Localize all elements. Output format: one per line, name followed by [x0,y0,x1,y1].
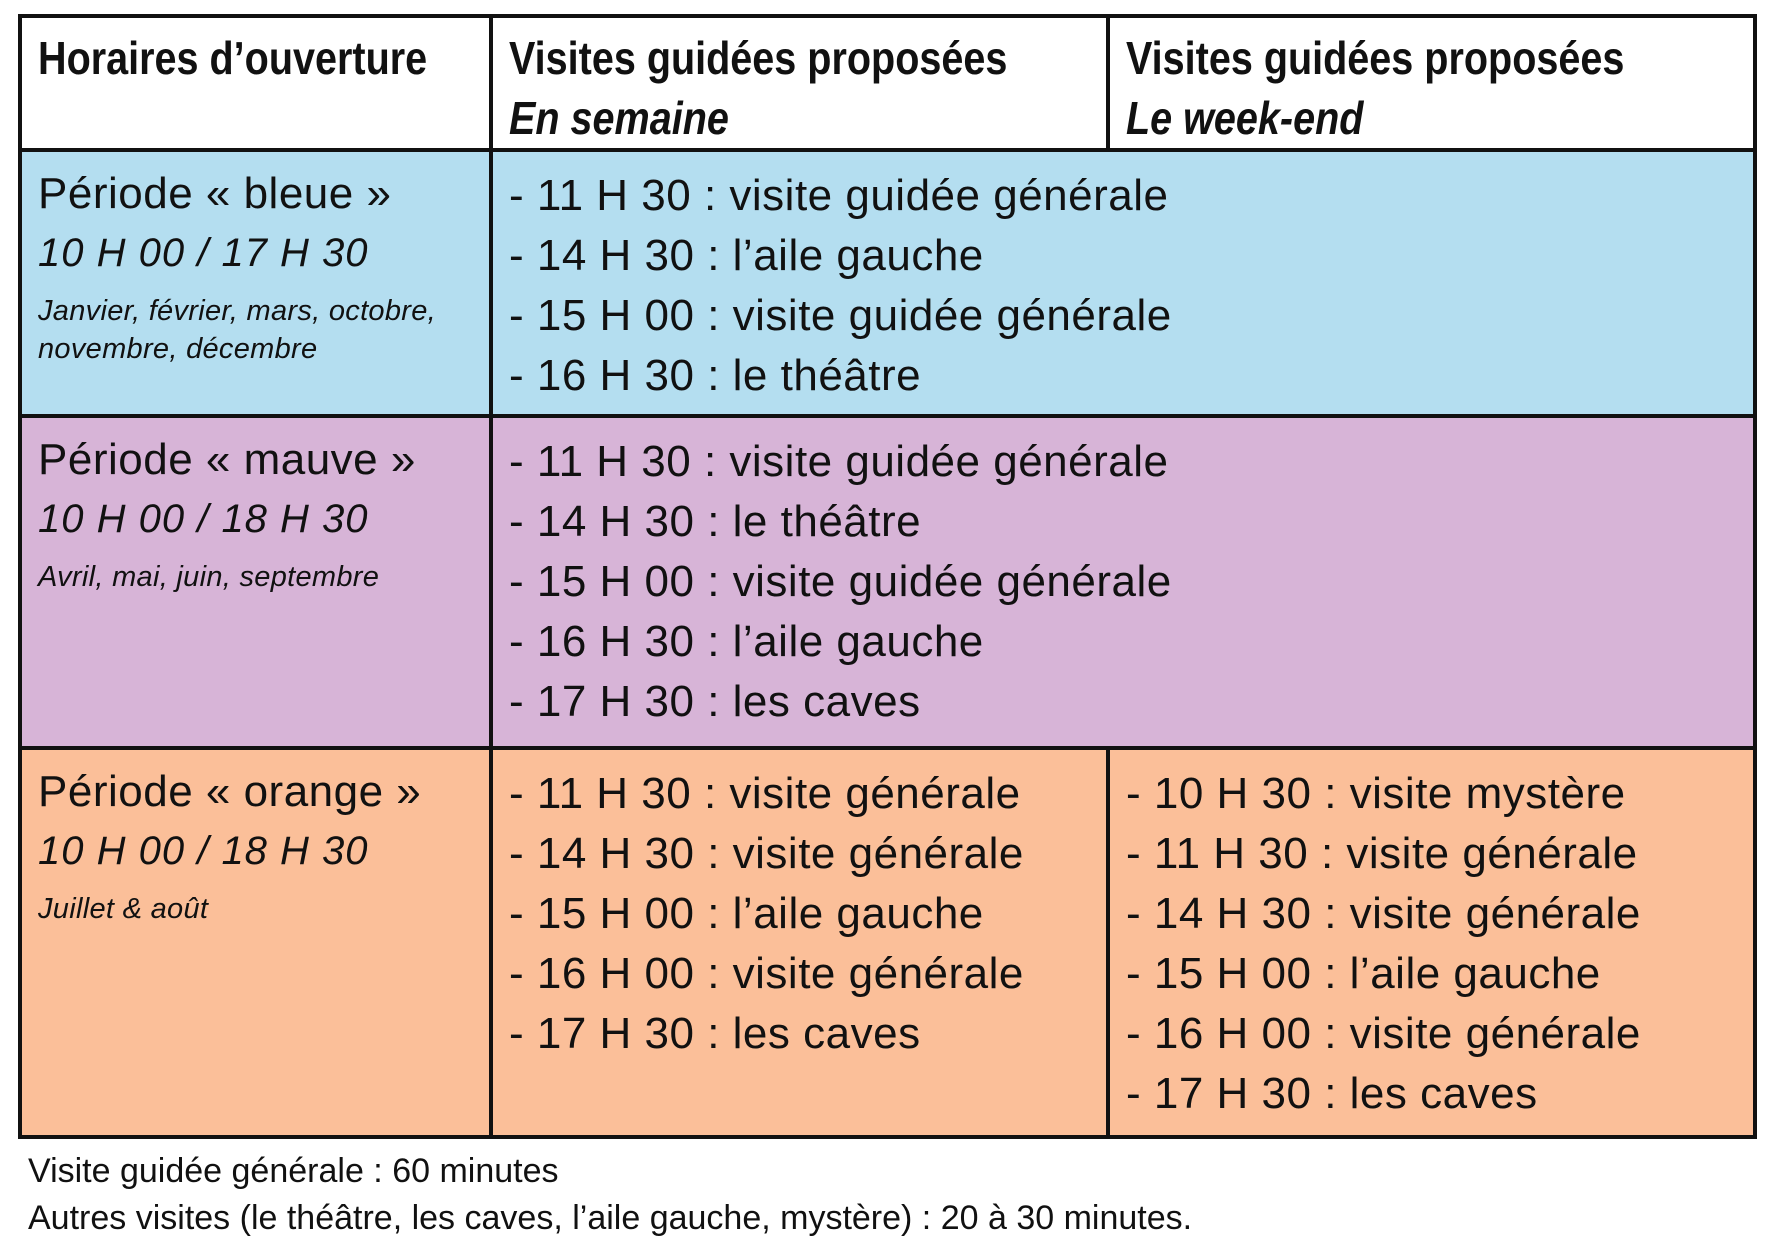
visit-item: - 14 H 30 : le théâtre [509,497,922,546]
visits-cell-mauve [491,416,1755,748]
period-cell-blue [20,150,491,416]
footnote-general-duration: Visite guidée générale : 60 minutes [28,1152,559,1190]
period-row-mauve [20,416,1755,748]
visit-item: - 14 H 30 : l’aile gauche [509,231,984,280]
visit-item: - 10 H 30 : visite mystère [1126,769,1626,818]
period-row-orange [20,748,1755,1137]
header-weekday-visits [491,16,1108,150]
period-cell-orange [20,748,491,1137]
header-weekend-visits [1108,16,1755,150]
period-name: Période « orange » [38,767,422,816]
period-cell-mauve [20,416,491,748]
period-hours: 10 H 00 / 18 H 30 [38,829,369,873]
header-weekend-title: Visites guidées proposées [1126,32,1625,84]
schedule-table [18,14,1757,1139]
period-hours: 10 H 00 / 18 H 30 [38,497,369,541]
visits-cell-blue [491,150,1755,416]
visit-item: - 16 H 30 : l’aile gauche [509,617,984,666]
visit-item: - 17 H 30 : les caves [509,1009,921,1058]
visit-item: - 15 H 00 : l’aile gauche [509,889,984,938]
header-opening-hours-label: Horaires d’ouverture [38,32,428,84]
period-months: Avril, mai, juin, septembre [38,561,380,593]
visit-item: - 16 H 00 : visite générale [509,949,1024,998]
visit-item: - 11 H 30 : visite générale [509,769,1021,818]
schedule-sheet [18,14,1753,1139]
visit-item: - 11 H 30 : visite guidée générale [509,171,1169,220]
visits-weekend-cell-orange [1108,748,1755,1137]
footnote-other-duration: Autres visites (le théâtre, les caves, l’aile gauche, mystère) : 20 à 30 minutes. [28,1199,1193,1237]
period-name: Période « mauve » [38,435,416,484]
period-months: Janvier, février, mars, octobre, novembre, décembre [38,295,437,365]
header-opening-hours [20,16,491,150]
header-weekday-title: Visites guidées proposées [509,32,1008,84]
visit-item: - 17 H 30 : les caves [509,677,921,726]
visit-item: - 14 H 30 : visite générale [509,829,1024,878]
visit-item: - 15 H 00 : visite guidée générale [509,557,1172,606]
footnotes [28,1148,1192,1242]
visit-item: - 14 H 30 : visite générale [1126,889,1641,938]
period-row-blue [20,150,1755,416]
visit-item: - 16 H 30 : le théâtre [509,351,922,400]
header-weekend-sub: Le week-end [1126,92,1364,144]
period-months: Juillet & août [38,893,209,925]
period-name: Période « bleue » [38,169,392,218]
visit-item: - 11 H 30 : visite générale [1126,829,1638,878]
visit-item: - 15 H 00 : visite guidée générale [509,291,1172,340]
header-weekday-sub: En semaine [509,92,729,144]
header-row [20,16,1755,150]
period-hours: 10 H 00 / 17 H 30 [38,231,369,275]
visit-item: - 16 H 00 : visite générale [1126,1009,1641,1058]
visits-weekday-cell-orange [491,748,1108,1137]
visit-item: - 11 H 30 : visite guidée générale [509,437,1169,486]
visit-item: - 17 H 30 : les caves [1126,1069,1538,1118]
visit-item: - 15 H 00 : l’aile gauche [1126,949,1601,998]
